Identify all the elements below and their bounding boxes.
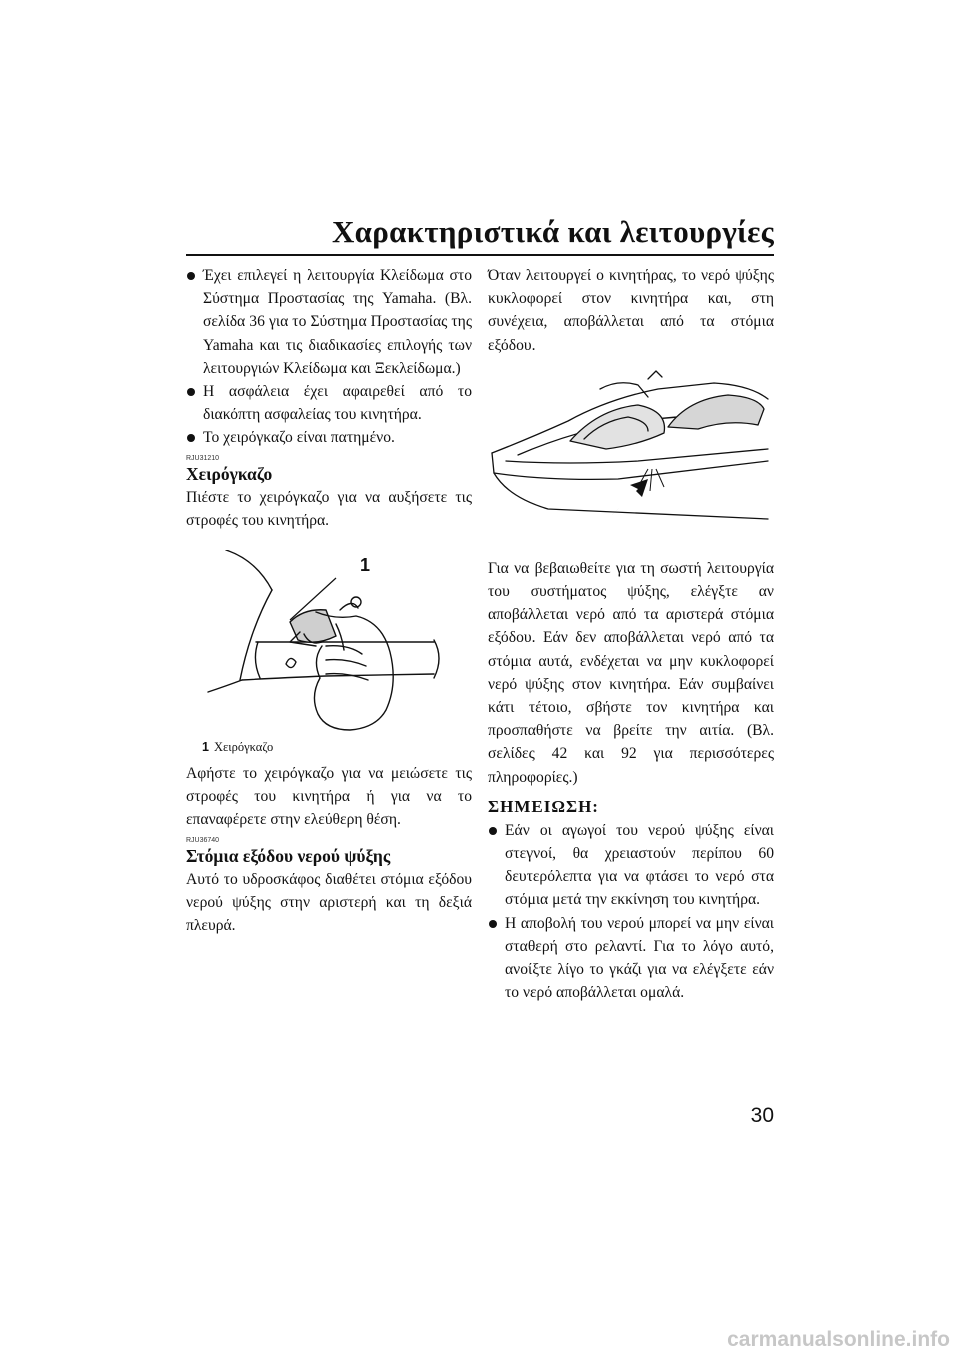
page-title: Χαρακτηριστικά και λειτουργίες — [332, 214, 774, 249]
caption-number: 1 — [202, 740, 209, 755]
bullet-icon — [187, 272, 195, 280]
figure-caption — [202, 738, 472, 756]
throttle-intro: Πιέστε το χειρόγκαζο για να αυξήσετε τις στροφές του κινητήρα. — [186, 488, 472, 529]
bullet-text: Το χειρόγκαζο είναι πατημένο. — [203, 429, 395, 447]
section-heading-throttle: Χειρόγκαζο — [186, 463, 273, 484]
page-number: 30 — [750, 1104, 774, 1127]
watermark: carmanualsonline.info — [727, 1328, 950, 1351]
note-text: Η αποβολή του νερού μπορεί να μην είναι σταθερή στο ρελαντί. Για το λόγο αυτό, ανοίξτε λίγο το γκάζι για να ελέγξετε εάν το νερό αποβάλλεται ομαλά. — [505, 914, 774, 1002]
left-column — [186, 264, 472, 937]
cooling-intro: Όταν λειτουργεί ο κινητήρας, το νερό ψύξης κυκλοφορεί στον κινητήρα και, στη συνέχεια, αποβάλλεται από τα στόμια εξόδου. — [488, 267, 774, 354]
throttle-release-text: Αφήστε το χειρόγκαζο για να μειώσετε τις στροφές του κινητήρα ή για να το επαναφέρετε στην ελεύθερη θέση. — [186, 765, 472, 829]
cooling-outlets-text: Αυτό το υδροσκάφος διαθέτει στόμια εξόδου νερού ψύξης στην αριστερή και τη δεξιά πλευρά. — [186, 870, 472, 935]
list-item — [186, 426, 472, 449]
note-heading: ΣΗΜΕΙΩΣΗ: — [488, 796, 599, 816]
watercraft-illustration — [488, 369, 774, 543]
list-item — [488, 912, 774, 1005]
caption-text: Χειρόγκαζο — [213, 740, 274, 755]
cooling-check-text: Για να βεβαιωθείτε για τη σωστή λειτουργία του συστήματος ψύξης, ελέγξτε αν αποβάλλεται νερό από τα αριστερά στόμια εξόδου. Εάν δεν αποβάλλεται νερό από τα στόμια αυτά, ενδέχεται να μην κυκλοφορεί νερό ψύξης στον κινητήρα. Εάν συμβαίνει κάτι τέτοιο, σβήστε τον κινητήρα και προσπαθήστε να βρείτε την αιτία. (Βλ. σελίδες 42 και 92 για περισσότερες πληροφορίες.) — [488, 559, 774, 786]
list-item — [186, 380, 472, 426]
bullet-icon — [187, 388, 195, 396]
figure-callout: 1 — [360, 555, 371, 576]
section-code: RJU36740 — [186, 836, 220, 844]
watercraft-figure — [488, 369, 774, 543]
bullet-icon — [187, 434, 195, 442]
arrow-icon — [610, 479, 648, 517]
bullet-icon — [489, 827, 497, 835]
bullet-text: Η ασφάλεια έχει αφαιρεθεί από το διακόπτη ασφαλείας του κινητήρα. — [203, 383, 472, 424]
header-rule — [186, 254, 774, 256]
list-item — [186, 264, 472, 380]
throttle-figure — [186, 550, 472, 738]
list-item — [488, 819, 774, 912]
note-text: Εάν οι αγωγοί του νερού ψύξης είναι στεγνοί, θα χρειαστούν περίπου 60 δευτερόλεπτα για να φτάσει το νερό στα στόμια μετά την εκκίνηση του κινητήρα. — [505, 821, 774, 909]
section-code: RJU31210 — [186, 454, 220, 462]
bullet-text: Έχει επιλεγεί η λειτουργία Κλείδωμα στο Σύστημα Προστασίας της Yamaha. (Βλ. σελίδα 36 για το Σύστημα Προστασίας της Yamaha και τις διαδικασίες επιλογής των λειτουργιών Κλείδωμα και Ξεκλείδωμα.) — [203, 267, 472, 377]
bullet-icon — [489, 920, 497, 928]
throttle-illustration — [186, 550, 472, 738]
right-column — [488, 264, 774, 1004]
section-heading-cooling-outlets: Στόμια εξόδου νερού ψύξης — [186, 845, 391, 866]
